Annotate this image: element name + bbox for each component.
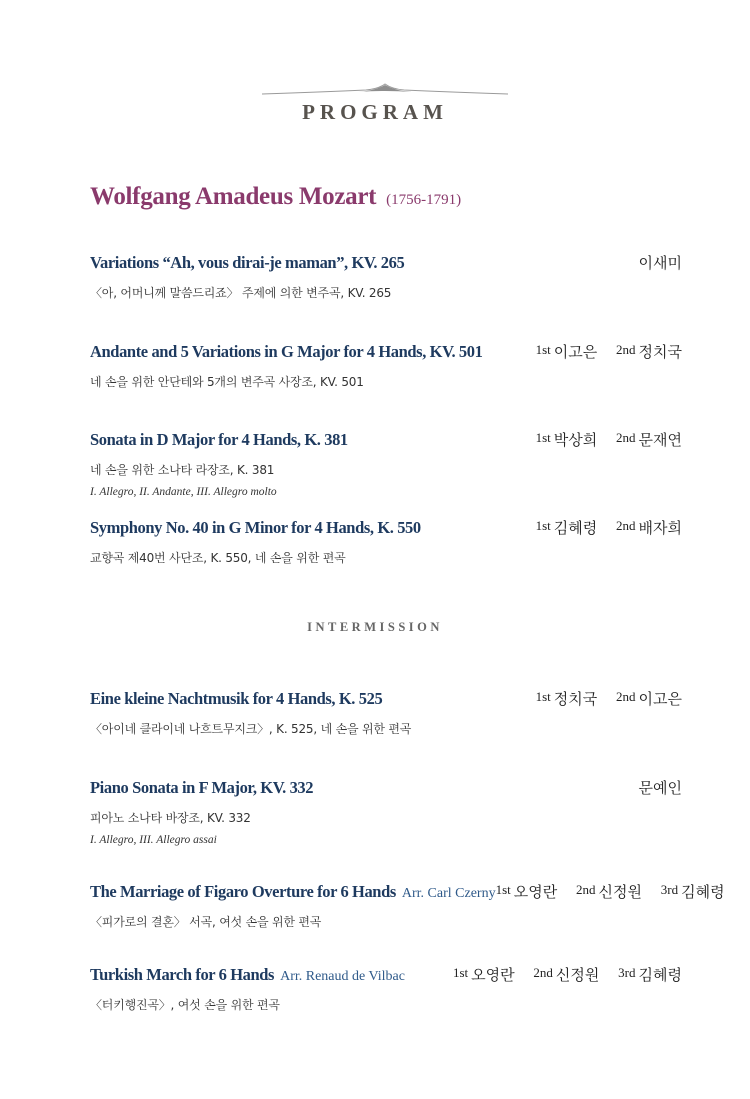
piece-title: Piano Sonata in F Major, KV. 332 <box>90 778 314 797</box>
piece-title: Variations “Ah, vous dirai-je maman”, KV. 265 <box>90 253 405 272</box>
piece-korean-title: 〈피가로의 결혼〉 서곡, 여섯 손을 위한 편곡 <box>90 915 322 929</box>
performer-name: 김혜령 <box>638 966 682 984</box>
performers <box>536 341 682 362</box>
performer-name: 오영란 <box>513 883 558 901</box>
performer-order: 2nd <box>533 965 553 980</box>
performer-name: 배자희 <box>638 519 682 537</box>
piece-korean-title: 〈터키행진곡〉, 여섯 손을 위한 편곡 <box>90 998 280 1012</box>
performer-name: 김혜령 <box>553 519 598 537</box>
arranger: Arr. Renaud de Vilbac <box>280 969 405 984</box>
performer-name: 문재연 <box>638 431 682 449</box>
performer-name: 이고은 <box>638 690 682 708</box>
performers <box>496 881 725 902</box>
program-item <box>90 252 682 301</box>
performer-name: 박상희 <box>553 431 598 449</box>
piece-korean-title: 네 손을 위한 소나타 라장조, K. 381 <box>90 463 275 477</box>
program-item <box>90 964 682 1013</box>
program-item <box>90 429 682 498</box>
performer-order: 2nd <box>616 518 636 533</box>
intermission-label: INTERMISSION <box>307 620 443 634</box>
piece-korean-title: 네 손을 위한 안단테와 5개의 변주곡 사장조, KV. 501 <box>90 375 364 389</box>
performer-order: 2nd <box>616 342 636 357</box>
performer-name: 김혜령 <box>681 883 725 901</box>
program-item <box>90 881 725 930</box>
performer: 이새미 <box>638 254 682 272</box>
program-title: PROGRAM <box>302 100 448 124</box>
piece-title-text: Turkish March for 6 Hands <box>90 965 275 984</box>
piece-korean-title: 교향곡 제40번 사단조, K. 550, 네 손을 위한 편곡 <box>90 551 346 565</box>
performer: 문예인 <box>638 779 682 797</box>
program-item <box>90 688 682 737</box>
piece-movements: I. Allegro, II. Andante, III. Allegro molto <box>90 486 277 498</box>
piece-title: Eine kleine Nachtmusik for 4 Hands, K. 525 <box>90 689 383 708</box>
piece-korean-title: 〈아, 어머니께 말씀드리죠〉 주제에 의한 변주곡, KV. 265 <box>90 286 392 300</box>
program-item <box>90 341 682 390</box>
piece-movements: I. Allegro, III. Allegro assai <box>90 834 217 846</box>
performers <box>536 688 682 709</box>
performer-name: 정치국 <box>638 343 682 361</box>
composer-years: (1756-1791) <box>386 192 462 208</box>
piece-title <box>90 965 405 985</box>
performer-order: 2nd <box>576 882 596 897</box>
performers <box>536 517 682 538</box>
program-item <box>90 777 682 846</box>
piece-korean-title: 피아노 소나타 바장조, KV. 332 <box>90 811 251 825</box>
composer-heading <box>90 183 461 211</box>
performers <box>536 429 682 450</box>
performer-order: 3rd <box>618 965 636 980</box>
piece-title: Sonata in D Major for 4 Hands, K. 381 <box>90 430 348 449</box>
performer-order: 1st <box>535 430 551 445</box>
performer-order: 3rd <box>660 882 679 897</box>
header-ornament <box>262 80 508 98</box>
performer-order: 2nd <box>616 430 636 445</box>
piece-title <box>90 882 496 902</box>
performer-name: 오영란 <box>471 966 515 984</box>
performer-order: 1st <box>535 342 551 357</box>
performer-name: 신정원 <box>555 966 600 984</box>
performer-name: 정치국 <box>553 690 598 708</box>
performer-order: 2nd <box>616 689 636 704</box>
piece-title: Andante and 5 Variations in G Major for 4 Hands, KV. 501 <box>90 342 483 361</box>
performer-order: 1st <box>535 689 551 704</box>
program-item <box>90 517 682 566</box>
performer-order: 1st <box>495 882 511 897</box>
piece-korean-title: 〈아이네 클라이네 나흐트무지크〉, K. 525, 네 손을 위한 편곡 <box>90 722 412 736</box>
piece-title-text: The Marriage of Figaro Overture for 6 Hands <box>90 882 396 901</box>
performer-name: 신정원 <box>598 883 642 901</box>
composer-name: Wolfgang Amadeus Mozart <box>90 183 377 210</box>
arranger: Arr. Carl Czerny <box>401 886 496 901</box>
piece-title: Symphony No. 40 in G Minor for 4 Hands, K. 550 <box>90 518 421 537</box>
performer-name: 이고은 <box>553 343 598 361</box>
performers <box>453 964 682 985</box>
performer-order: 1st <box>452 965 469 980</box>
performer-order: 1st <box>535 518 551 533</box>
